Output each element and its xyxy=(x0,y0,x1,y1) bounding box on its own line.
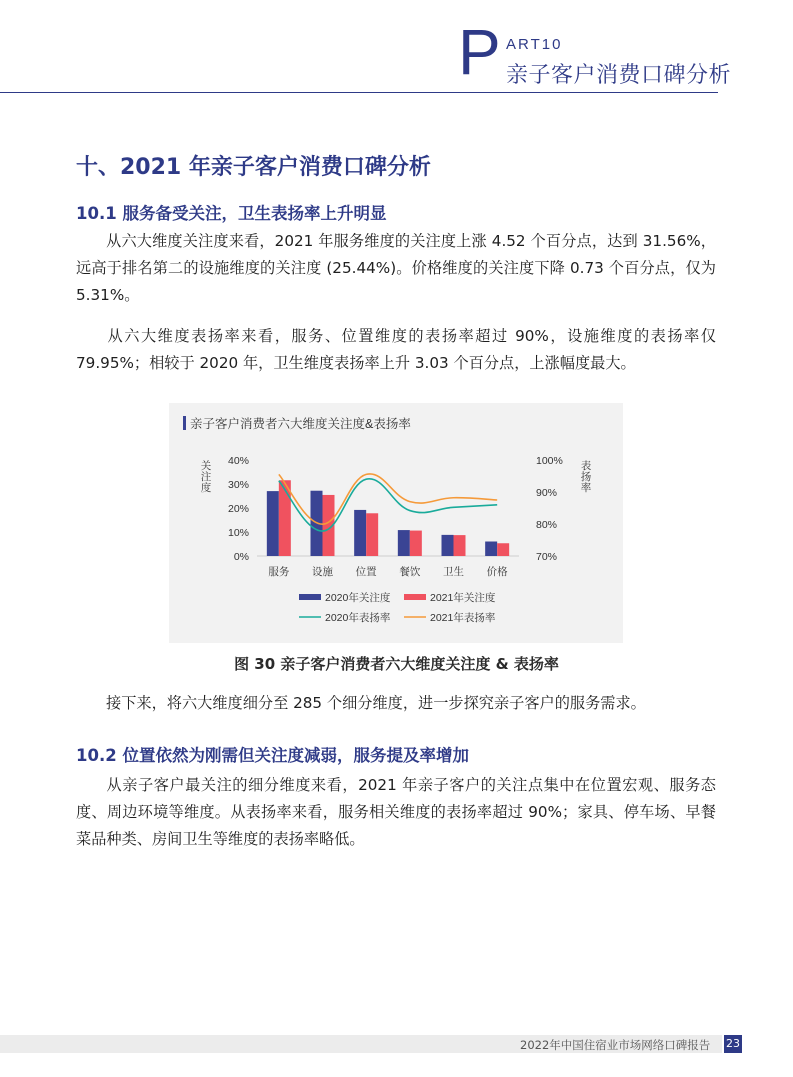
legend-swatch xyxy=(404,594,426,600)
chart-panel xyxy=(169,403,623,643)
right-axis-tick: 90% xyxy=(536,487,558,499)
left-axis-tick: 10% xyxy=(227,527,249,539)
bar-2020 xyxy=(354,510,366,556)
legend-label: 2021年表扬率 xyxy=(430,612,496,624)
paragraph-4 xyxy=(76,772,716,853)
chart-title: 亲子客户消费者六大维度关注度&表扬率 xyxy=(190,417,411,431)
paragraph-2 xyxy=(76,323,716,377)
paragraph-3-text: 接下来，将六大维度细分至 285 个细分维度，进一步探究亲子客户的服务需求。 xyxy=(106,694,646,712)
category-label: 设施 xyxy=(312,566,333,578)
left-axis-tick: 30% xyxy=(227,479,249,491)
left-axis-label: 注 xyxy=(200,471,212,483)
subsection-title-2: 10.2 位置依然为刚需但关注度减弱，服务提及率增加 xyxy=(76,746,469,765)
page-number: 23 xyxy=(724,1035,742,1053)
left-axis-tick: 20% xyxy=(227,503,249,515)
legend-label: 2021年关注度 xyxy=(430,592,496,604)
left-axis-tick: 0% xyxy=(233,551,249,563)
chapter-title: 亲子客户消费口碑分析 xyxy=(506,63,732,88)
subsection-title-1: 10.1 服务备受关注，卫生表扬率上升明显 xyxy=(76,204,387,223)
category-label: 位置 xyxy=(355,566,377,578)
part-letter: P xyxy=(458,16,501,88)
bar-2021 xyxy=(410,531,422,556)
right-axis-label: 表 xyxy=(580,460,592,472)
legend-label: 2020年表扬率 xyxy=(325,612,391,624)
bar-2021 xyxy=(279,480,291,556)
chart-title-marker xyxy=(183,416,186,430)
right-axis-label: 扬 xyxy=(580,471,592,483)
legend-label: 2020年关注度 xyxy=(325,592,391,604)
category-label: 卫生 xyxy=(443,566,464,578)
section-title: 十、2021 年亲子客户消费口碑分析 xyxy=(76,155,431,180)
paragraph-3 xyxy=(76,690,716,717)
paragraph-1 xyxy=(76,228,716,309)
header-rule xyxy=(0,92,718,93)
footer-report-title: 2022年中国住宿业市场网络口碑报告 xyxy=(520,1038,711,1052)
right-axis-tick: 80% xyxy=(536,519,558,531)
bar-2021 xyxy=(497,543,509,556)
bar-2021 xyxy=(454,535,466,556)
right-axis-tick: 100% xyxy=(536,455,563,467)
figure-caption: 图 30 亲子客户消费者六大维度关注度 & 表扬率 xyxy=(234,655,559,673)
paragraph-4-text: 从亲子客户最关注的细分维度来看，2021 年亲子客户的关注点集中在位置宏观、服务态度、周边环境等维度。从表扬率来看，服务相关维度的表扬率超过 90%；家具、停车场、早餐菜品种类、房间卫生等维度的表扬率略低。 xyxy=(76,776,716,848)
left-axis-label: 关 xyxy=(200,460,212,472)
bar-2020 xyxy=(267,491,279,556)
part-number: ART10 xyxy=(506,36,563,53)
bar-2021 xyxy=(366,513,378,556)
left-axis-label: 度 xyxy=(200,482,212,494)
bar-2020 xyxy=(485,542,497,556)
category-label: 服务 xyxy=(268,566,290,578)
legend-swatch xyxy=(299,594,321,600)
bar-2020 xyxy=(398,530,410,556)
category-label: 餐饮 xyxy=(399,566,421,578)
category-label: 价格 xyxy=(486,566,508,578)
bar-2020 xyxy=(442,535,454,556)
chart-svg xyxy=(169,403,623,643)
paragraph-2-text: 从六大维度表扬率来看，服务、位置维度的表扬率超过 90%，设施维度的表扬率仅 79.95%；相较于 2020 年，卫生维度表扬率上升 3.03 个百分点，上涨幅度最大。 xyxy=(76,327,716,372)
left-axis-tick: 40% xyxy=(227,455,249,467)
paragraph-1-text: 从六大维度关注度来看，2021 年服务维度的关注度上涨 4.52 个百分点，达到 31.56%，远高于排名第二的设施维度的关注度 (25.44%)。价格维度的关注度下降 0.73 个百分点，仅为 5.31%。 xyxy=(76,232,716,304)
right-axis-tick: 70% xyxy=(536,551,558,563)
right-axis-label: 率 xyxy=(580,482,592,494)
